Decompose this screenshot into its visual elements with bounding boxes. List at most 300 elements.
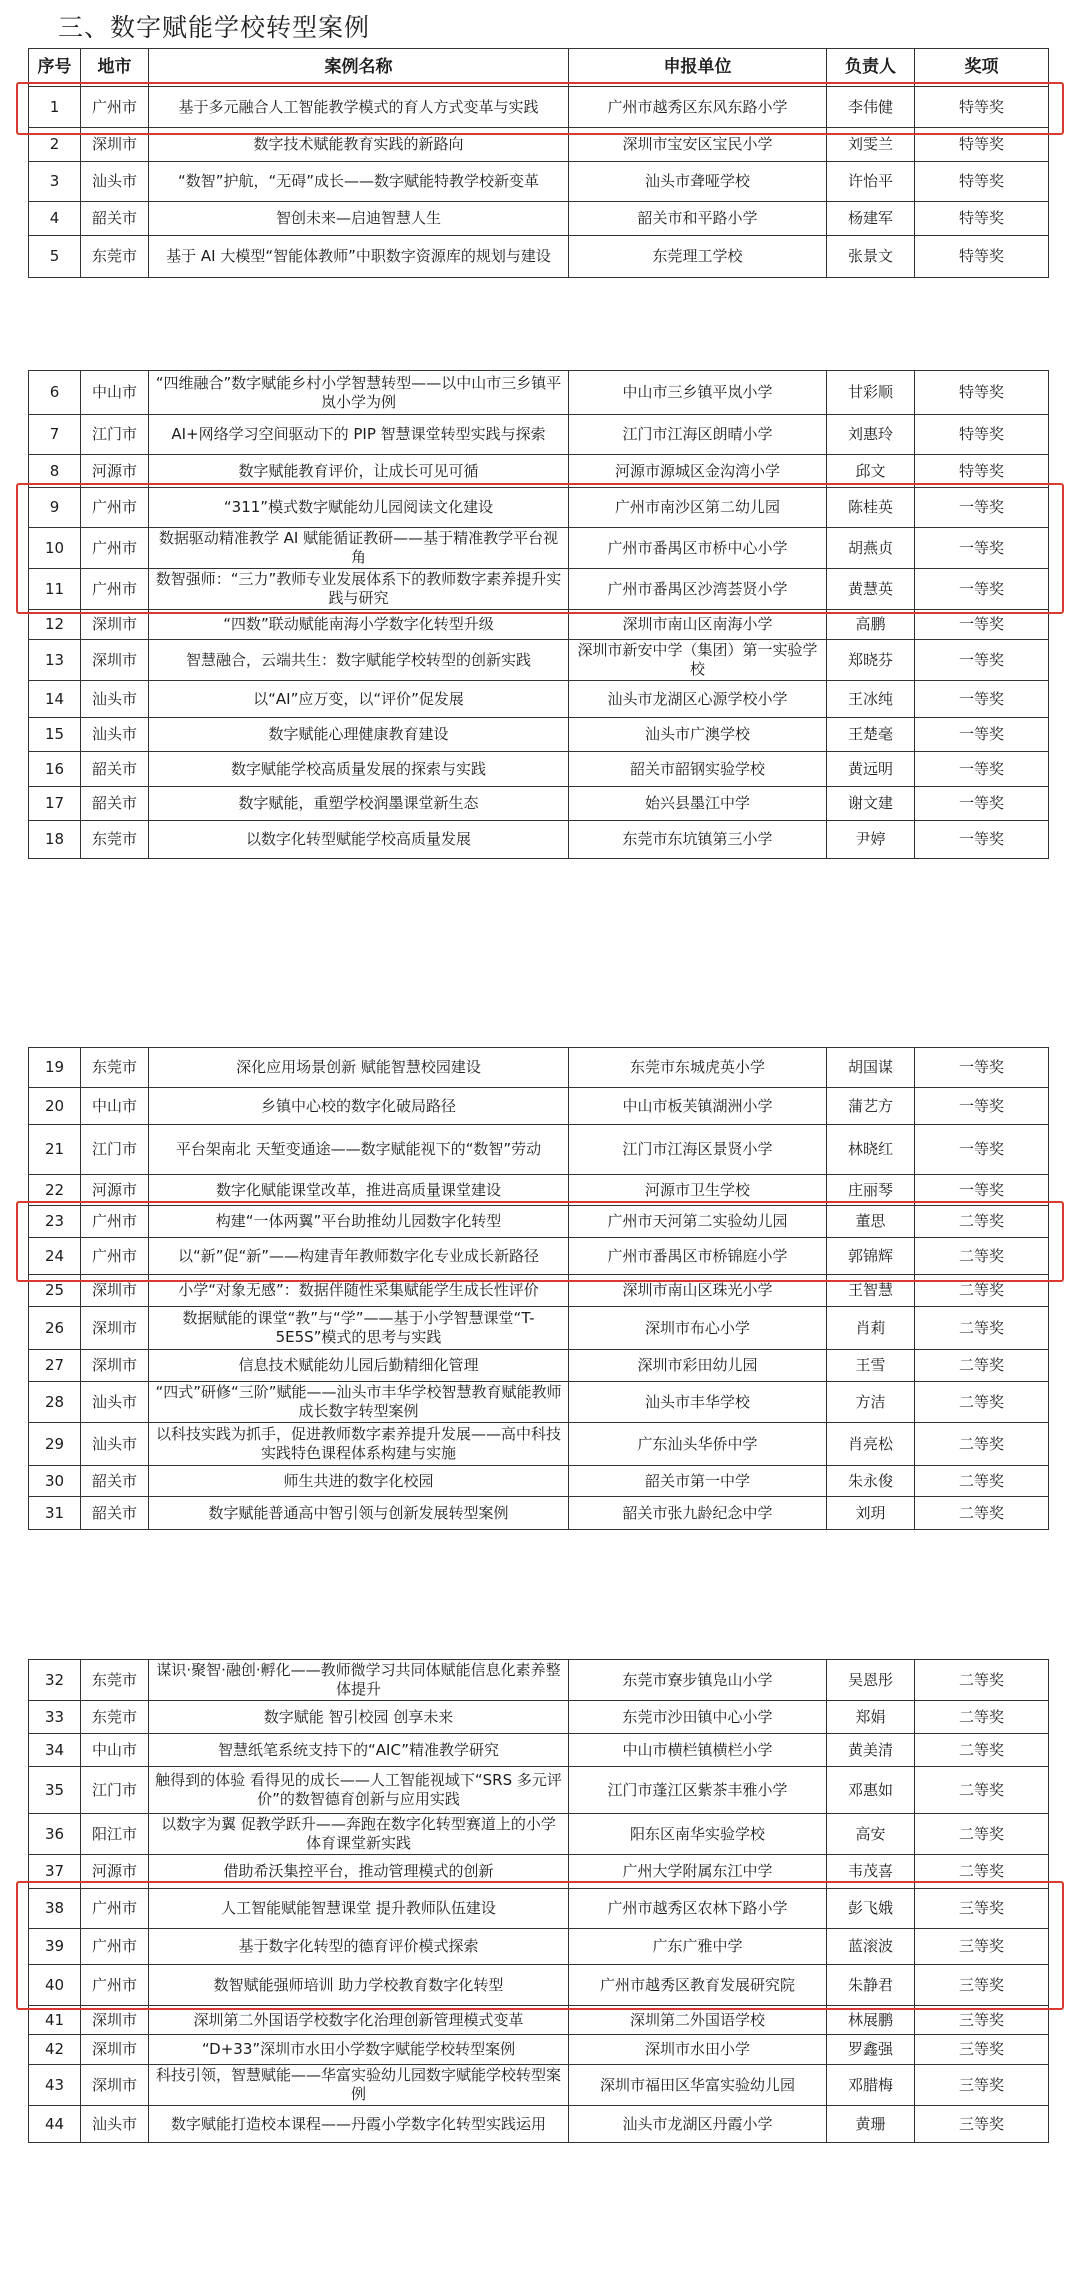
award-cell: 二等奖 [915,1767,1049,1814]
unit-cell: 广州市南沙区第二幼儿园 [569,488,827,528]
award-cell: 一等奖 [915,528,1049,569]
number-cell: 36 [29,1814,81,1855]
case-name-cell: 以“新”促“新”——构建青年教师数字化专业成长新路径 [149,1238,569,1275]
unit-cell: 汕头市丰华学校 [569,1382,827,1423]
number-cell: 44 [29,2106,81,2143]
table-row [29,1423,1049,1466]
city-cell: 深圳市 [81,1350,149,1382]
table-row [29,2035,1049,2065]
number-cell: 43 [29,2065,81,2106]
unit-cell: 广州市越秀区农林下路小学 [569,1889,827,1929]
table-row [29,128,1049,162]
table-row [29,787,1049,821]
table-row [29,1497,1049,1530]
number-cell: 17 [29,787,81,821]
case-name-cell: 构建“一体两翼”平台助推幼儿园数字化转型 [149,1206,569,1238]
number-cell: 25 [29,1275,81,1307]
leader-cell: 肖亮松 [827,1423,915,1466]
unit-cell: 深圳市布心小学 [569,1307,827,1350]
unit-cell: 深圳市水田小学 [569,2035,827,2065]
unit-cell: 广东广雅中学 [569,1929,827,1965]
number-cell: 8 [29,455,81,488]
city-cell: 韶关市 [81,752,149,787]
number-cell: 13 [29,640,81,681]
city-cell: 汕头市 [81,1423,149,1466]
award-cell: 特等奖 [915,371,1049,415]
leader-cell: 朱永俊 [827,1466,915,1497]
award-cell: 二等奖 [915,1382,1049,1423]
case-name-cell: 人工智能赋能智慧课堂 提升教师队伍建设 [149,1889,569,1929]
case-name-cell: 信息技术赋能幼儿园后勤精细化管理 [149,1350,569,1382]
number-cell: 9 [29,488,81,528]
case-name-cell: 数字赋能心理健康教育建设 [149,718,569,752]
table-row [29,1855,1049,1889]
case-name-cell: 数字赋能学校高质量发展的探索与实践 [149,752,569,787]
case-name-cell: 基于 AI 大模型“智能体教师”中职数字资源库的规划与建设 [149,236,569,278]
award-table-segment [28,370,1049,859]
table-row [29,455,1049,488]
case-name-cell: 平台架南北 天堑变通途——数字赋能视下的“数智”劳动 [149,1125,569,1175]
city-cell: 深圳市 [81,1275,149,1307]
unit-cell: 深圳市新安中学（集团）第一实验学校 [569,640,827,681]
case-name-cell: 数据驱动精准教学 AI 赋能循证教研——基于精准教学平台视角 [149,528,569,569]
leader-cell: 高安 [827,1814,915,1855]
award-cell: 三等奖 [915,2106,1049,2143]
table-row [29,87,1049,128]
unit-cell: 东莞市沙田镇中心小学 [569,1701,827,1734]
leader-cell: 甘彩顺 [827,371,915,415]
table-row [29,752,1049,787]
case-name-cell: “数智”护航，“无碍”成长——数字赋能特教学校新变革 [149,162,569,202]
city-cell: 东莞市 [81,821,149,859]
award-table-segment [28,1659,1049,2143]
number-cell: 37 [29,1855,81,1889]
case-name-cell: 谋识·聚智·融创·孵化——教师微学习共同体赋能信息化素养整体提升 [149,1660,569,1701]
unit-cell: 韶关市韶钢实验学校 [569,752,827,787]
unit-cell: 广州市越秀区教育发展研究院 [569,1965,827,2006]
number-cell: 28 [29,1382,81,1423]
table-row [29,1125,1049,1175]
number-cell: 19 [29,1048,81,1088]
number-cell: 42 [29,2035,81,2065]
leader-cell: 郑晓芬 [827,640,915,681]
number-cell: 18 [29,821,81,859]
unit-cell: 广州大学附属东江中学 [569,1855,827,1889]
number-cell: 2 [29,128,81,162]
city-cell: 深圳市 [81,1307,149,1350]
award-table-segment [28,1047,1049,1530]
table-row [29,202,1049,236]
award-cell: 一等奖 [915,681,1049,718]
award-cell: 二等奖 [915,1206,1049,1238]
case-name-cell: “四式”研修“三阶”赋能——汕头市丰华学校智慧教育赋能教师成长数字转型案例 [149,1382,569,1423]
unit-cell: 深圳市宝安区宝民小学 [569,128,827,162]
award-table-segment [28,48,1049,278]
table-row [29,528,1049,569]
case-name-cell: 深化应用场景创新 赋能智慧校园建设 [149,1048,569,1088]
number-cell: 41 [29,2006,81,2035]
leader-cell: 罗鑫强 [827,2035,915,2065]
award-cell: 三等奖 [915,2065,1049,2106]
table-row [29,1238,1049,1275]
unit-cell: 始兴县墨江中学 [569,787,827,821]
unit-cell: 韶关市和平路小学 [569,202,827,236]
case-name-cell: 数智赋能强师培训 助力学校教育数字化转型 [149,1965,569,2006]
unit-cell: 中山市板芙镇湖洲小学 [569,1088,827,1125]
case-name-cell: 数字赋能 智引校园 创享未来 [149,1701,569,1734]
table-row [29,415,1049,455]
number-cell: 38 [29,1889,81,1929]
table-row [29,1382,1049,1423]
leader-cell: 黄珊 [827,2106,915,2143]
leader-cell: 彭飞娥 [827,1889,915,1929]
unit-cell: 江门市蓬江区紫茶丰雅小学 [569,1767,827,1814]
award-cell: 二等奖 [915,1466,1049,1497]
case-name-cell: “311”模式数字赋能幼儿园阅读文化建设 [149,488,569,528]
table-row [29,162,1049,202]
unit-cell: 韶关市张九龄纪念中学 [569,1497,827,1530]
table-row [29,718,1049,752]
case-name-cell: “四数”联动赋能南海小学数字化转型升级 [149,610,569,640]
city-cell: 韶关市 [81,1497,149,1530]
unit-cell: 广州市番禺区市桥中心小学 [569,528,827,569]
case-name-cell: 以科技实践为抓手，促进教师数字素养提升发展——高中科技实践特色课程体系构建与实施 [149,1423,569,1466]
award-cell: 特等奖 [915,236,1049,278]
leader-cell: 董思 [827,1206,915,1238]
award-cell: 特等奖 [915,455,1049,488]
award-cell: 二等奖 [915,1701,1049,1734]
city-cell: 广州市 [81,528,149,569]
table-row [29,640,1049,681]
leader-cell: 黄慧英 [827,569,915,610]
case-name-cell: 科技引领，智慧赋能——华富实验幼儿园数字赋能学校转型案例 [149,2065,569,2106]
case-name-cell: 数据赋能的课堂“教”与“学”——基于小学智慧课堂“T-5E5S”模式的思考与实践 [149,1307,569,1350]
table-row [29,1350,1049,1382]
leader-cell: 林展鹏 [827,2006,915,2035]
award-cell: 二等奖 [915,1814,1049,1855]
number-cell: 27 [29,1350,81,1382]
unit-cell: 深圳市彩田幼儿园 [569,1350,827,1382]
leader-cell: 胡国谋 [827,1048,915,1088]
award-cell: 一等奖 [915,752,1049,787]
table-row [29,1206,1049,1238]
number-cell: 35 [29,1767,81,1814]
case-name-cell: 以数字化转型赋能学校高质量发展 [149,821,569,859]
leader-cell: 肖莉 [827,1307,915,1350]
table-row [29,1660,1049,1701]
case-name-cell: 数字赋能，重塑学校润墨课堂新生态 [149,787,569,821]
table-row [29,1466,1049,1497]
unit-cell: 东莞市东坑镇第三小学 [569,821,827,859]
leader-cell: 郑娟 [827,1701,915,1734]
table-header-row [29,49,1049,87]
table-row [29,1175,1049,1206]
leader-cell: 王楚毫 [827,718,915,752]
unit-cell: 广州市越秀区东风东路小学 [569,87,827,128]
number-cell: 4 [29,202,81,236]
leader-cell: 庄丽琴 [827,1175,915,1206]
table-row [29,1307,1049,1350]
city-cell: 阳江市 [81,1814,149,1855]
award-cell: 一等奖 [915,718,1049,752]
award-cell: 一等奖 [915,488,1049,528]
award-cell: 二等奖 [915,1855,1049,1889]
city-cell: 韶关市 [81,202,149,236]
number-cell: 32 [29,1660,81,1701]
unit-cell: 汕头市龙湖区心源学校小学 [569,681,827,718]
case-name-cell: 以“AI”应万变，以“评价”促发展 [149,681,569,718]
case-name-cell: 小学“对象无感”：数据伴随性采集赋能学生成长性评价 [149,1275,569,1307]
award-cell: 一等奖 [915,787,1049,821]
award-cell: 三等奖 [915,2035,1049,2065]
city-cell: 广州市 [81,1965,149,2006]
city-cell: 江门市 [81,1125,149,1175]
unit-cell: 韶关市第一中学 [569,1466,827,1497]
number-cell: 33 [29,1701,81,1734]
leader-cell: 方洁 [827,1382,915,1423]
number-cell: 14 [29,681,81,718]
unit-cell: 广州市番禺区沙湾荟贤小学 [569,569,827,610]
number-cell: 29 [29,1423,81,1466]
city-cell: 深圳市 [81,128,149,162]
award-cell: 一等奖 [915,569,1049,610]
case-name-cell: 数智强师：“三力”教师专业发展体系下的教师数字素养提升实践与研究 [149,569,569,610]
leader-cell: 张景文 [827,236,915,278]
city-cell: 深圳市 [81,640,149,681]
city-cell: 广州市 [81,1929,149,1965]
number-cell: 10 [29,528,81,569]
unit-cell: 深圳市南山区珠光小学 [569,1275,827,1307]
city-cell: 深圳市 [81,2035,149,2065]
unit-cell: 深圳市福田区华富实验幼儿园 [569,2065,827,2106]
unit-cell: 河源市卫生学校 [569,1175,827,1206]
award-cell: 特等奖 [915,162,1049,202]
number-cell: 20 [29,1088,81,1125]
table-row [29,681,1049,718]
header-leader: 负责人 [827,49,915,87]
table-row [29,1814,1049,1855]
case-name-cell: “四维融合”数字赋能乡村小学智慧转型——以中山市三乡镇平岚小学为例 [149,371,569,415]
case-name-cell: 智创未来—启迪智慧人生 [149,202,569,236]
case-name-cell: “D+33”深圳市水田小学数字赋能学校转型案例 [149,2035,569,2065]
city-cell: 东莞市 [81,236,149,278]
leader-cell: 吴恩彤 [827,1660,915,1701]
city-cell: 广州市 [81,87,149,128]
leader-cell: 陈桂英 [827,488,915,528]
city-cell: 汕头市 [81,718,149,752]
number-cell: 30 [29,1466,81,1497]
case-name-cell: 数字赋能打造校本课程——丹霞小学数字化转型实践运用 [149,2106,569,2143]
city-cell: 深圳市 [81,2006,149,2035]
leader-cell: 王雪 [827,1350,915,1382]
case-name-cell: 深圳第二外国语学校数字化治理创新管理模式变革 [149,2006,569,2035]
award-cell: 二等奖 [915,1660,1049,1701]
award-cell: 三等奖 [915,1929,1049,1965]
leader-cell: 林晓红 [827,1125,915,1175]
table-row [29,236,1049,278]
unit-cell: 中山市横栏镇横栏小学 [569,1734,827,1767]
header-unit: 申报单位 [569,49,827,87]
number-cell: 26 [29,1307,81,1350]
number-cell: 3 [29,162,81,202]
case-name-cell: 数字化赋能课堂改革，推进高质量课堂建设 [149,1175,569,1206]
table-row [29,1048,1049,1088]
award-cell: 二等奖 [915,1307,1049,1350]
leader-cell: 韦茂喜 [827,1855,915,1889]
city-cell: 汕头市 [81,681,149,718]
table-row [29,488,1049,528]
case-name-cell: 借助希沃集控平台，推动管理模式的创新 [149,1855,569,1889]
header-city: 地市 [81,49,149,87]
table-row [29,1889,1049,1929]
number-cell: 24 [29,1238,81,1275]
city-cell: 广州市 [81,1206,149,1238]
number-cell: 31 [29,1497,81,1530]
city-cell: 东莞市 [81,1660,149,1701]
award-cell: 特等奖 [915,87,1049,128]
unit-cell: 汕头市龙湖区丹霞小学 [569,2106,827,2143]
unit-cell: 东莞市东城虎英小学 [569,1048,827,1088]
city-cell: 汕头市 [81,2106,149,2143]
leader-cell: 刘惠玲 [827,415,915,455]
case-name-cell: 数字技术赋能教育实践的新路向 [149,128,569,162]
case-name-cell: 以数字为翼 促教学跃升——奔跑在数字化转型赛道上的小学体育课堂新实践 [149,1814,569,1855]
leader-cell: 杨建军 [827,202,915,236]
city-cell: 深圳市 [81,610,149,640]
city-cell: 河源市 [81,455,149,488]
city-cell: 河源市 [81,1175,149,1206]
leader-cell: 高鹏 [827,610,915,640]
award-cell: 特等奖 [915,415,1049,455]
award-cell: 一等奖 [915,610,1049,640]
city-cell: 广州市 [81,488,149,528]
city-cell: 广州市 [81,569,149,610]
unit-cell: 阳东区南华实验学校 [569,1814,827,1855]
unit-cell: 汕头市广澳学校 [569,718,827,752]
table-row [29,2065,1049,2106]
award-cell: 三等奖 [915,1965,1049,2006]
leader-cell: 邱文 [827,455,915,488]
case-name-cell: 智慧融合，云端共生：数字赋能学校转型的创新实践 [149,640,569,681]
leader-cell: 王智慧 [827,1275,915,1307]
unit-cell: 深圳第二外国语学校 [569,2006,827,2035]
unit-cell: 江门市江海区景贤小学 [569,1125,827,1175]
table-row [29,821,1049,859]
table-row [29,2006,1049,2035]
award-cell: 二等奖 [915,1734,1049,1767]
award-cell: 二等奖 [915,1423,1049,1466]
number-cell: 7 [29,415,81,455]
table-row [29,1965,1049,2006]
table-row [29,1734,1049,1767]
city-cell: 中山市 [81,1088,149,1125]
city-cell: 中山市 [81,371,149,415]
award-cell: 三等奖 [915,2006,1049,2035]
leader-cell: 王冰纯 [827,681,915,718]
unit-cell: 深圳市南山区南海小学 [569,610,827,640]
table-row [29,569,1049,610]
case-name-cell: 基于多元融合人工智能教学模式的育人方式变革与实践 [149,87,569,128]
leader-cell: 邓惠如 [827,1767,915,1814]
unit-cell: 江门市江海区朗晴小学 [569,415,827,455]
city-cell: 韶关市 [81,1466,149,1497]
number-cell: 11 [29,569,81,610]
award-cell: 特等奖 [915,202,1049,236]
city-cell: 广州市 [81,1238,149,1275]
number-cell: 1 [29,87,81,128]
table-row [29,1929,1049,1965]
award-cell: 一等奖 [915,1175,1049,1206]
unit-cell: 中山市三乡镇平岚小学 [569,371,827,415]
case-name-cell: AI+网络学习空间驱动下的 PIP 智慧课堂转型实践与探索 [149,415,569,455]
unit-cell: 东莞理工学校 [569,236,827,278]
number-cell: 34 [29,1734,81,1767]
number-cell: 15 [29,718,81,752]
unit-cell: 广州市天河第二实验幼儿园 [569,1206,827,1238]
table-row [29,1088,1049,1125]
number-cell: 5 [29,236,81,278]
document-title: 三、数字赋能学校转型案例 [58,13,371,42]
table-row [29,1701,1049,1734]
leader-cell: 胡燕贞 [827,528,915,569]
award-cell: 二等奖 [915,1497,1049,1530]
header-award: 奖项 [915,49,1049,87]
case-name-cell: 乡镇中心校的数字化破局路径 [149,1088,569,1125]
city-cell: 江门市 [81,415,149,455]
case-name-cell: 触得到的体验 看得见的成长——人工智能视域下“SRS 多元评价”的数智德育创新与应用实践 [149,1767,569,1814]
unit-cell: 汕头市聋哑学校 [569,162,827,202]
leader-cell: 刘玥 [827,1497,915,1530]
table-row [29,610,1049,640]
award-cell: 一等奖 [915,1088,1049,1125]
city-cell: 深圳市 [81,2065,149,2106]
table-row [29,1275,1049,1307]
unit-cell: 广东汕头华侨中学 [569,1423,827,1466]
unit-cell: 广州市番禺区市桥锦庭小学 [569,1238,827,1275]
city-cell: 东莞市 [81,1701,149,1734]
city-cell: 中山市 [81,1734,149,1767]
award-cell: 二等奖 [915,1238,1049,1275]
case-name-cell: 数字赋能教育评价，让成长可见可循 [149,455,569,488]
case-name-cell: 师生共进的数字化校园 [149,1466,569,1497]
city-cell: 汕头市 [81,1382,149,1423]
award-cell: 一等奖 [915,1125,1049,1175]
number-cell: 16 [29,752,81,787]
number-cell: 23 [29,1206,81,1238]
leader-cell: 蒲艺方 [827,1088,915,1125]
award-cell: 一等奖 [915,1048,1049,1088]
number-cell: 39 [29,1929,81,1965]
number-cell: 21 [29,1125,81,1175]
leader-cell: 谢文建 [827,787,915,821]
number-cell: 6 [29,371,81,415]
city-cell: 东莞市 [81,1048,149,1088]
city-cell: 河源市 [81,1855,149,1889]
award-cell: 二等奖 [915,1350,1049,1382]
leader-cell: 蓝滚波 [827,1929,915,1965]
city-cell: 汕头市 [81,162,149,202]
leader-cell: 郭锦辉 [827,1238,915,1275]
award-cell: 一等奖 [915,640,1049,681]
case-name-cell: 智慧纸笔系统支持下的“AIC”精准教学研究 [149,1734,569,1767]
leader-cell: 李伟健 [827,87,915,128]
leader-cell: 邓腊梅 [827,2065,915,2106]
city-cell: 韶关市 [81,787,149,821]
header-number: 序号 [29,49,81,87]
leader-cell: 许怡平 [827,162,915,202]
number-cell: 12 [29,610,81,640]
unit-cell: 东莞市寮步镇凫山小学 [569,1660,827,1701]
